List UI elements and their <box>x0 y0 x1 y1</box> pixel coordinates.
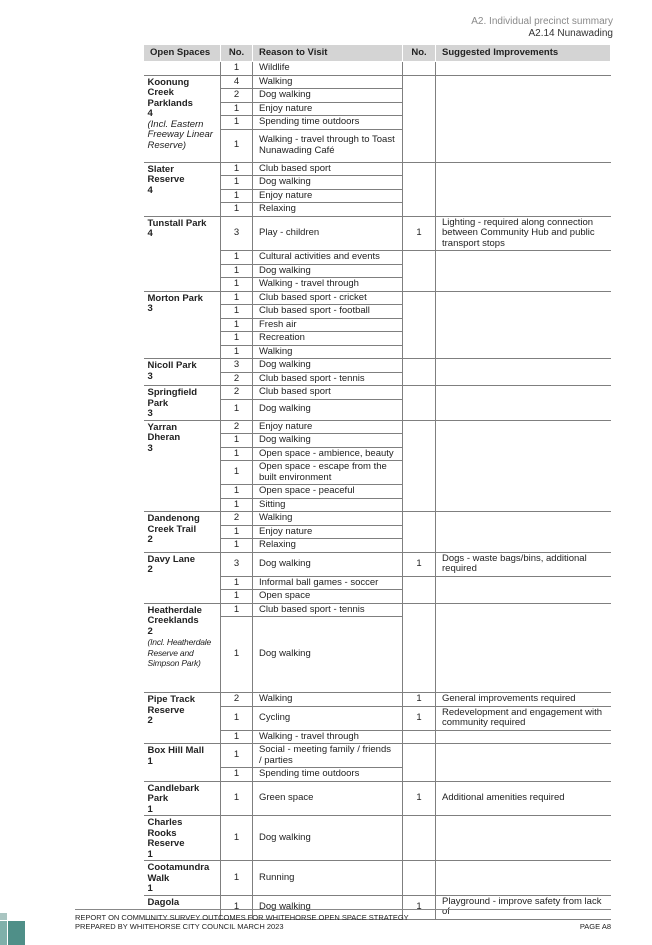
table-row <box>144 781 611 816</box>
reason-cell: Dog walking <box>253 617 403 693</box>
reason-cell: Walking <box>253 512 403 526</box>
space-name: Box Hill Mall 1 <box>144 744 221 782</box>
reason-cell: Dog walking <box>253 264 403 278</box>
improvement-count-cell <box>403 512 436 553</box>
improvement-count-cell <box>403 251 436 292</box>
improvement-count-cell <box>403 816 436 861</box>
col-improvements: Suggested Improvements <box>436 45 611 62</box>
improvement-text: Dogs - waste bags/bins, additional required <box>436 552 611 576</box>
count-cell: 1 <box>221 603 253 617</box>
improvement-count-cell: 1 <box>403 706 436 730</box>
col-open-spaces: Open Spaces <box>144 45 221 62</box>
space-name: Heatherdale Creeklands 2 (Incl. Heatherdale Reserve and Simpson Park) <box>144 603 221 693</box>
count-cell: 1 <box>221 447 253 461</box>
count-cell: 1 <box>221 129 253 162</box>
count-cell: 1 <box>221 525 253 539</box>
reason-cell: Club based sport <box>253 162 403 176</box>
col-no-improvements: No. <box>403 45 436 62</box>
page-footer <box>75 913 611 931</box>
footer-divider <box>75 909 611 910</box>
improvement-cell <box>436 576 611 603</box>
improvement-count-cell: 1 <box>403 895 436 919</box>
improvement-count-cell: 1 <box>403 216 436 251</box>
reason-cell: Dog walking <box>253 434 403 448</box>
page-number: PAGE A8 <box>579 922 611 931</box>
space-name: Candlebark Park 1 <box>144 781 221 816</box>
count-cell: 2 <box>221 386 253 400</box>
count-cell: 1 <box>221 318 253 332</box>
reason-cell: Dog walking <box>253 359 403 373</box>
count-cell: 1 <box>221 617 253 693</box>
count-cell: 1 <box>221 461 253 485</box>
space-name: Nicoll Park 3 <box>144 359 221 386</box>
reason-cell: Club based sport - tennis <box>253 603 403 617</box>
reason-cell: Open space - escape from the built environment <box>253 461 403 485</box>
improvement-cell <box>436 730 611 744</box>
improvement-count-cell <box>403 861 436 896</box>
reason-cell: Walking - travel through <box>253 730 403 744</box>
improvement-text: Additional amenities required <box>436 781 611 816</box>
reason-cell: Club based sport <box>253 386 403 400</box>
reason-cell: Enjoy nature <box>253 102 403 116</box>
table-row <box>144 62 611 76</box>
reason-cell: Walking <box>253 693 403 707</box>
reason-cell: Wildlife <box>253 62 403 76</box>
reason-cell: Running <box>253 861 403 896</box>
table-row <box>144 216 611 251</box>
reason-cell: Club based sport - tennis <box>253 372 403 386</box>
reason-cell: Dog walking <box>253 895 403 919</box>
space-name: Koonung Creek Parklands 4 (Incl. Eastern Freeway Linear Reserve) <box>144 75 221 162</box>
reason-cell: Enjoy nature <box>253 525 403 539</box>
table-row <box>144 386 611 400</box>
count-cell: 1 <box>221 203 253 217</box>
table-row <box>144 816 611 861</box>
section-title: A2. Individual precinct summary <box>471 16 613 27</box>
count-cell: 3 <box>221 552 253 576</box>
open-spaces-table <box>143 44 611 920</box>
improvement-count-cell: 1 <box>403 552 436 576</box>
count-cell: 1 <box>221 162 253 176</box>
improvement-count-cell <box>403 420 436 512</box>
count-cell: 1 <box>221 539 253 553</box>
space-name: Dandenong Creek Trail 2 <box>144 512 221 553</box>
brand-square-icon <box>0 913 7 920</box>
improvement-cell <box>436 291 611 359</box>
improvement-text: General improvements required <box>436 693 611 707</box>
improvement-cell <box>436 251 611 292</box>
table-row <box>144 420 611 434</box>
reason-cell: Recreation <box>253 332 403 346</box>
count-cell: 1 <box>221 895 253 919</box>
reason-cell: Dog walking <box>253 176 403 190</box>
improvement-text: Playground - improve safety from lack of <box>436 895 611 919</box>
reason-cell: Walking <box>253 345 403 359</box>
reason-cell: Spending time outdoors <box>253 116 403 130</box>
count-cell: 1 <box>221 485 253 499</box>
improvement-count-cell <box>403 359 436 386</box>
reason-cell: Relaxing <box>253 539 403 553</box>
count-cell: 1 <box>221 576 253 590</box>
count-cell: 1 <box>221 264 253 278</box>
count-cell: 1 <box>221 102 253 116</box>
count-cell: 1 <box>221 278 253 292</box>
count-cell: 1 <box>221 768 253 782</box>
space-name: Springfield Park 3 <box>144 386 221 421</box>
reason-cell: Club based sport - football <box>253 305 403 319</box>
count-cell: 1 <box>221 176 253 190</box>
count-cell: 1 <box>221 590 253 604</box>
improvement-count-cell <box>403 162 436 216</box>
count-cell: 1 <box>221 861 253 896</box>
count-cell: 1 <box>221 744 253 768</box>
count-cell: 1 <box>221 434 253 448</box>
improvement-count-cell <box>403 291 436 359</box>
improvement-cell <box>436 386 611 421</box>
count-cell: 1 <box>221 816 253 861</box>
count-cell: 1 <box>221 291 253 305</box>
table-row <box>144 861 611 896</box>
improvement-count-cell <box>403 62 436 76</box>
table-row <box>144 512 611 526</box>
brand-square-icon <box>0 921 7 945</box>
reason-cell: Cycling <box>253 706 403 730</box>
reason-cell: Walking - travel through to Toast Nunawading Café <box>253 129 403 162</box>
count-cell: 1 <box>221 345 253 359</box>
improvement-count-cell <box>403 576 436 603</box>
reason-cell: Green space <box>253 781 403 816</box>
improvement-count-cell <box>403 603 436 693</box>
count-cell: 4 <box>221 75 253 89</box>
reason-cell: Informal ball games - soccer <box>253 576 403 590</box>
improvement-count-cell: 1 <box>403 693 436 707</box>
improvement-count-cell <box>403 75 436 162</box>
count-cell: 3 <box>221 216 253 251</box>
reason-cell: Dog walking <box>253 89 403 103</box>
improvement-cell <box>436 420 611 512</box>
table-row <box>144 693 611 707</box>
reason-cell: Sitting <box>253 498 403 512</box>
count-cell: 1 <box>221 116 253 130</box>
col-reason: Reason to Visit <box>253 45 403 62</box>
table-row <box>144 744 611 768</box>
improvement-count-cell <box>403 730 436 744</box>
improvement-cell <box>436 62 611 76</box>
space-name: Tunstall Park 4 <box>144 216 221 291</box>
space-name: Cootamundra Walk 1 <box>144 861 221 896</box>
space-name: Charles Rooks Reserve 1 <box>144 816 221 861</box>
reason-cell: Relaxing <box>253 203 403 217</box>
improvement-count-cell <box>403 386 436 421</box>
reason-cell: Social - meeting family / friends / parties <box>253 744 403 768</box>
improvement-cell <box>436 359 611 386</box>
table-row <box>144 75 611 89</box>
improvement-cell <box>436 861 611 896</box>
improvement-count-cell: 1 <box>403 781 436 816</box>
improvement-text: Redevelopment and engagement with community required <box>436 706 611 730</box>
table-row <box>144 291 611 305</box>
reason-cell: Walking <box>253 75 403 89</box>
count-cell: 2 <box>221 512 253 526</box>
reason-cell: Fresh air <box>253 318 403 332</box>
count-cell: 2 <box>221 420 253 434</box>
reason-cell: Play - children <box>253 216 403 251</box>
reason-cell: Club based sport - cricket <box>253 291 403 305</box>
count-cell: 1 <box>221 730 253 744</box>
reason-cell: Dog walking <box>253 399 403 420</box>
count-cell: 3 <box>221 359 253 373</box>
space-name: Morton Park 3 <box>144 291 221 359</box>
improvement-cell <box>436 512 611 553</box>
reason-cell: Enjoy nature <box>253 189 403 203</box>
reason-cell: Cultural activities and events <box>253 251 403 265</box>
improvement-cell <box>436 162 611 216</box>
space-name: Pipe Track Reserve 2 <box>144 693 221 744</box>
table-cell <box>144 62 221 76</box>
space-name: Slater Reserve 4 <box>144 162 221 216</box>
table-row <box>144 552 611 576</box>
improvement-text: Lighting - required along connection between Community Hub and public transport stops <box>436 216 611 251</box>
table-row <box>144 359 611 373</box>
count-cell: 1 <box>221 498 253 512</box>
count-cell: 1 <box>221 251 253 265</box>
count-cell: 1 <box>221 399 253 420</box>
count-cell: 2 <box>221 89 253 103</box>
reason-cell: Spending time outdoors <box>253 768 403 782</box>
reason-cell: Open space <box>253 590 403 604</box>
count-cell: 1 <box>221 189 253 203</box>
footer-prepared-by: PREPARED BY WHITEHORSE CITY COUNCIL MARCH 2023 <box>75 922 284 931</box>
count-cell: 1 <box>221 706 253 730</box>
space-name: Dagola <box>144 895 221 919</box>
table-row <box>144 162 611 176</box>
count-cell: 1 <box>221 781 253 816</box>
page-header <box>471 16 613 40</box>
col-no: No. <box>221 45 253 62</box>
improvement-cell <box>436 75 611 162</box>
count-cell: 2 <box>221 693 253 707</box>
brand-square-icon <box>8 921 25 945</box>
reason-cell: Open space - ambience, beauty <box>253 447 403 461</box>
reason-cell: Open space - peaceful <box>253 485 403 499</box>
table-header-row <box>144 45 611 62</box>
reason-cell: Enjoy nature <box>253 420 403 434</box>
count-cell: 1 <box>221 332 253 346</box>
reason-cell: Dog walking <box>253 552 403 576</box>
space-name: Yarran Dheran 3 <box>144 420 221 512</box>
improvement-cell <box>436 603 611 693</box>
reason-cell: Dog walking <box>253 816 403 861</box>
space-name: Davy Lane 2 <box>144 552 221 603</box>
footer-report-title: REPORT ON COMMUNITY SURVEY OUTCOMES FOR WHITEHORSE OPEN SPACE STRATEGY <box>75 913 409 922</box>
count-cell: 1 <box>221 305 253 319</box>
count-cell: 1 <box>221 62 253 76</box>
improvement-count-cell <box>403 744 436 782</box>
reason-cell: Walking - travel through <box>253 278 403 292</box>
table-row <box>144 603 611 617</box>
improvement-cell <box>436 816 611 861</box>
count-cell: 2 <box>221 372 253 386</box>
subsection-title: A2.14 Nunawading <box>528 28 613 39</box>
improvement-cell <box>436 744 611 782</box>
